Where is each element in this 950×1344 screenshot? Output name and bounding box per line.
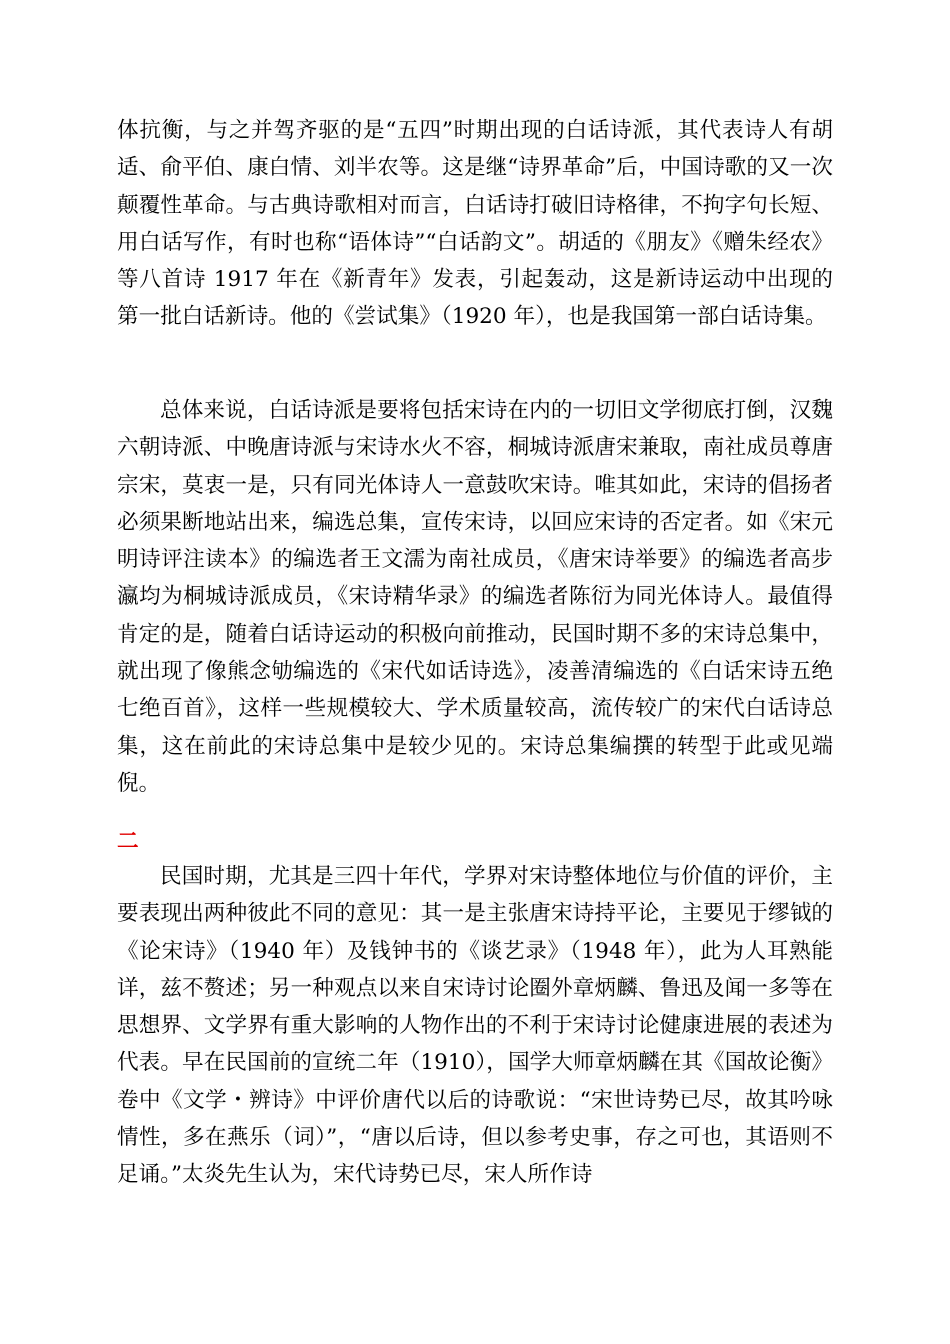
paragraph-3: 民国时期，尤其是三四十年代，学界对宋诗整体地位与价值的评价，主要表现出两种彼此不同的意见：其一是主张唐宋诗持平论，主要见于缪钺的《论宋诗》（1940 年）及钱钟书的《谈艺录》（1948 年），此为人耳熟能详，兹不赘述；另一种观点以来自宋诗讨论圈外章炳麟、鲁迅及闻一多等在思想界、文学界有重大影响的人物作出的不利于宋诗讨论健康进展的表述为代表。早在民国前的宣统二年（1910），国学大师章炳麟在其《国故论衡》卷中《文学・辨诗》中评价唐代以后的诗歌说：“宋世诗势已尽，故其吟咏情性，多在燕乐（词）”，“唐以后诗，但以参考史事，存之可也，其语则不足诵。”太炎先生认为，宋代诗势已尽，宋人所作诗 [117, 864, 833, 1188]
paragraph-1: 体抗衡，与之并驾齐驱的是“五四”时期出现的白话诗派，其代表诗人有胡适、俞平伯、康白情、刘半农等。这是继“诗界革命”后，中国诗歌的又一次颠覆性革命。与古典诗歌相对而言，白话诗打破旧诗格律，不拘字句长短、用白话写作，有时也称“语体诗”“白话韵文”。胡适的《朋友》《赠朱经农》等八首诗 1917 年在《新青年》发表，引起轰动，这是新诗运动中出现的第一批白话新诗。他的《尝试集》（1920 年），也是我国第一部白话诗集。 [117, 118, 833, 330]
section-number: 二 [117, 829, 139, 854]
paragraph-2: 总体来说，白话诗派是要将包括宋诗在内的一切旧文学彻底打倒，汉魏六朝诗派、中晚唐诗派与宋诗水火不容，桐城诗派唐宋兼取，南社成员尊唐宗宋，莫衷一是，只有同光体诗人一意鼓吹宋诗。唯其如此，宋诗的倡扬者必须果断地站出来，编选总集，宣传宋诗，以回应宋诗的否定者。如《宋元明诗评注读本》的编选者王文濡为南社成员，《唐宋诗举要》的编选者高步瀛均为桐城诗派成员，《宋诗精华录》的编选者陈衍为同光体诗人。最值得肯定的是，随着白话诗运动的积极向前推动，民国时期不多的宋诗总集中，就出现了像熊念劬编选的《宋代如话诗选》，凌善清编选的《白话宋诗五绝七绝百首》，这样一些规模较大、学术质量较高，流传较广的宋代白话诗总集，这在前此的宋诗总集中是较少见的。宋诗总集编撰的转型于此或见端倪。 [117, 398, 833, 796]
